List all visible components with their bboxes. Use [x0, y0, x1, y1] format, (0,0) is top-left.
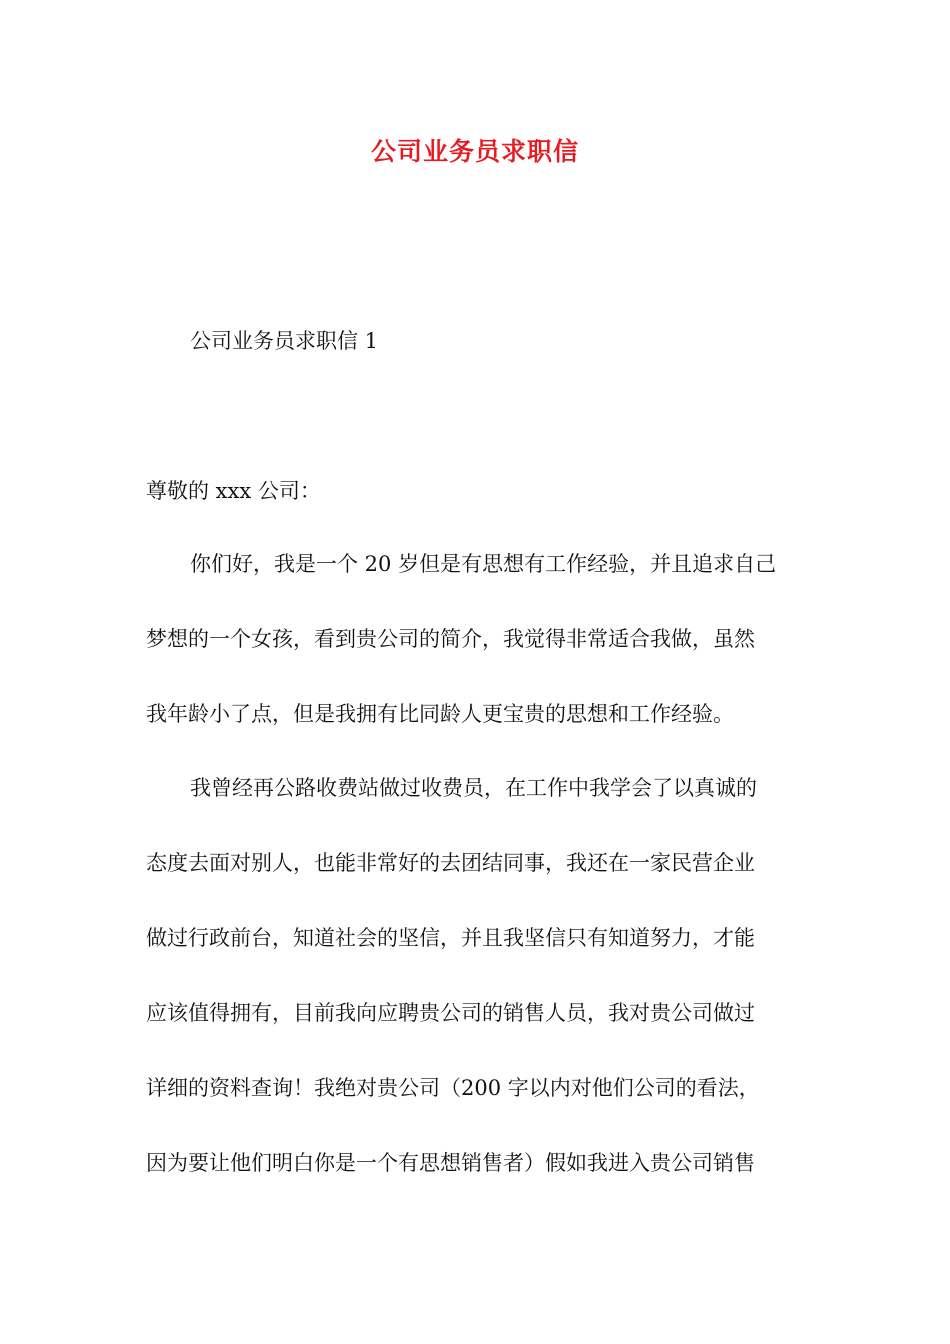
salutation: 尊敬的 xxx 公司：	[146, 479, 321, 503]
paragraph-line: 因为要让他们明白你是一个有思想销售者）假如我进入贵公司销售	[146, 1151, 755, 1175]
paragraph-line: 我年龄小了点，但是我拥有比同龄人更宝贵的思想和工作经验。	[146, 702, 734, 726]
document-title: 公司业务员求职信	[370, 137, 579, 166]
section-heading: 公司业务员求职信 1	[190, 329, 379, 353]
paragraph-line: 我曾经再公路收费站做过收费员，在工作中我学会了以真诚的	[190, 776, 757, 800]
paragraph-line: 做过行政前台，知道社会的坚信，并且我坚信只有知道努力，才能	[146, 926, 755, 950]
paragraph-line: 梦想的一个女孩，看到贵公司的简介，我觉得非常适合我做，虽然	[146, 627, 755, 651]
paragraph-line: 你们好，我是一个 20 岁但是有思想有工作经验，并且追求自己	[190, 552, 777, 576]
paragraph-line: 应该值得拥有，目前我向应聘贵公司的销售人员，我对贵公司做过	[146, 1001, 755, 1025]
paragraph-line: 详细的资料查询！我绝对贵公司（200 字以内对他们公司的看法，	[146, 1076, 760, 1100]
paragraph-line: 态度去面对别人，也能非常好的去团结同事，我还在一家民营企业	[146, 851, 755, 875]
